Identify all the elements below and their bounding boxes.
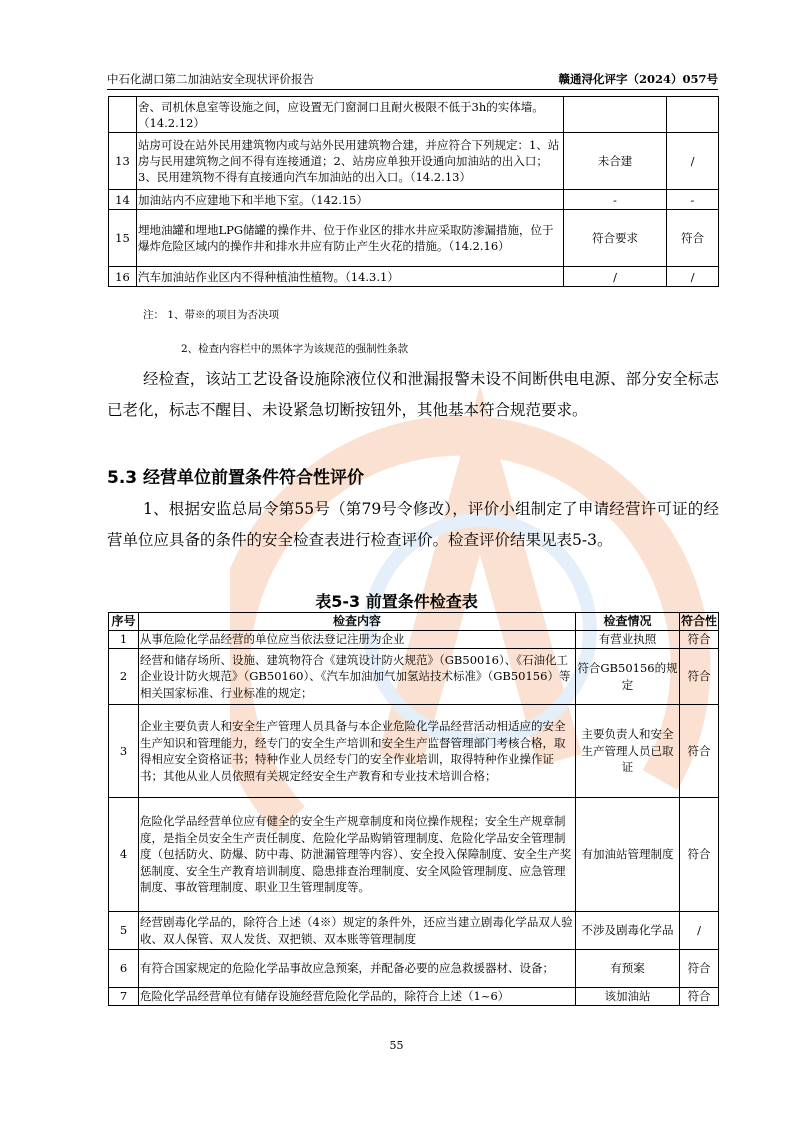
table-header-row [109,613,719,631]
check-status: 有预案 [576,950,680,988]
header-report-number: 赣通浔化评字（2024）057号 [558,72,718,86]
inspection-summary-paragraph: 经检查，该站工艺设备设施除液位仪和泄漏报警未设不间断供电电源、部分安全标志已老化，标志不醒目、未设紧急切断按钮外，其他基本符合规范要求。 [107,370,719,419]
check-result: - [667,190,719,210]
table-row [109,912,719,950]
col-header-content: 检查内容 [139,613,576,631]
check-status: 符合要求 [564,210,667,267]
header-report-title: 中石化湖口第二加油站安全现状评价报告 [107,72,314,86]
table-row [109,798,719,912]
header-divider [107,89,718,90]
col-header-result: 符合性 [680,613,719,631]
check-content: 埋地油罐和埋地LPG储罐的操作井、位于作业区的排水井应采取防渗漏措施，位于爆炸危险区域内的操作井和排水井应有防止产生火花的措施。（14.2.16） [137,210,564,267]
section-heading: 5.3 经营单位前置条件符合性评价 [107,468,365,488]
check-result: 符合 [680,798,719,912]
table-row [109,133,719,190]
check-result: 符合 [667,210,719,267]
check-status: 符合GB50156的规定 [576,649,680,705]
check-result: 符合 [680,988,719,1006]
check-status: 主要负责人和安全生产管理人员已取证 [576,705,680,798]
check-content: 站房可设在站外民用建筑物内或与站外民用建筑物合建，并应符合下列规定：1、站房与民用建筑物之间不得有连接通道；2、站房应单独开设通向加油站的出入口；3、民用建筑物不得有直接通向汽车加油站的出入口。（14.2.13） [137,133,564,190]
row-number: 7 [109,988,139,1006]
check-content: 有符合国家规定的危险化学品事故应急预案，并配备必要的应急救援器材、设备； [139,950,576,988]
table-row [109,950,719,988]
row-number: 1 [109,631,139,649]
check-status [564,97,667,133]
note-mandatory-clauses: 2、检查内容栏中的黑体字为该规范的强制性条款 [181,343,409,355]
row-number: 14 [109,190,137,210]
check-content: 汽车加油站作业区内不得种植油性植物。（14.3.1） [137,267,564,287]
check-result: 符合 [680,631,719,649]
check-status: - [564,190,667,210]
check-content: 企业主要负责人和安全生产管理人员具备与本企业危险化学品经营活动相适应的安全生产知识和管理能力，经专门的安全生产培训和安全生产监督管理部门考核合格，取得相应安全资格证书；特种作业人员经专门的安全作业培训，取得特种作业操作证书；其他从业人员依照有关规定经安全生产教育和专业技术培训合格； [139,705,576,798]
check-result: / [667,133,719,190]
row-number: 16 [109,267,137,287]
check-content: 舍、司机休息室等设施之间，应设置无门窗洞口且耐火极限不低于3h的实体墙。（14.2.12） [137,97,564,133]
check-content: 经营和储存场所、设施、建筑物符合《建筑设计防火规范》（GB50016）、《石油化工企业设计防火规范》（GB50160）、《汽车加油加气加氢站技术标准》（GB50156）等相关国家标准、行业标准的规定； [139,649,576,705]
row-number: 6 [109,950,139,988]
check-result: 符合 [680,649,719,705]
checklist-table-continued [108,96,719,287]
row-number: 13 [109,133,137,190]
check-result: / [680,912,719,950]
check-status: 有加油站管理制度 [576,798,680,912]
table-row [109,210,719,267]
col-header-status: 检查情况 [576,613,680,631]
check-content: 经营剧毒化学品的，除符合上述（4※）规定的条件外，还应当建立剧毒化学品双人验收、双人保管、双人发货、双把锁、双本账等管理制度 [139,912,576,950]
row-number [109,97,137,133]
table-caption: 表5-3 前置条件检查表 [315,592,478,611]
row-number: 15 [109,210,137,267]
row-number: 2 [109,649,139,705]
check-status: / [564,267,667,287]
note-veto-items: 注： 1、带※的项目为否决项 [143,309,280,321]
section-intro-paragraph: 1、根据安监总局令第55号（第79号令修改），评价小组制定了申请经营许可证的经营单位应具备的条件的安全检查表进行检查评价。检查评价结果见表5-3。 [107,500,719,549]
row-number: 5 [109,912,139,950]
table-row [109,631,719,649]
check-status: 未合建 [564,133,667,190]
check-content: 加油站内不应建地下和半地下室。（142.15） [137,190,564,210]
check-result [667,97,719,133]
table-row [109,97,719,133]
row-number: 3 [109,705,139,798]
check-status: 有营业执照 [576,631,680,649]
row-number: 4 [109,798,139,912]
check-content: 危险化学品经营单位应有健全的安全生产规章制度和岗位操作规程；安全生产规章制度，是指全员安全生产责任制度、危险化学品购销管理制度、危险化学品安全管理制度（包括防火、防爆、防中毒、防泄漏管理等内容）、安全投入保障制度、安全生产奖惩制度、安全生产教育培训制度、隐患排查治理制度、安全风险管理制度、应急管理制度、事故管理制度、职业卫生管理制度等。 [139,798,576,912]
check-content: 危险化学品经营单位有储存设施经营危险化学品的，除符合上述（1~6） [139,988,576,1006]
table-row [109,705,719,798]
precondition-checklist-table [108,612,719,1006]
check-result: 符合 [680,705,719,798]
table-row [109,267,719,287]
check-content: 从事危险化学品经营的单位应当依法登记注册为企业 [139,631,576,649]
col-header-number: 序号 [109,613,139,631]
table-row [109,988,719,1006]
check-status: 该加油站 [576,988,680,1006]
page-number: 55 [389,1039,404,1052]
check-result: 符合 [680,950,719,988]
check-result: / [667,267,719,287]
table-row [109,649,719,705]
check-status: 不涉及剧毒化学品 [576,912,680,950]
page-header [107,68,718,88]
table-row [109,190,719,210]
